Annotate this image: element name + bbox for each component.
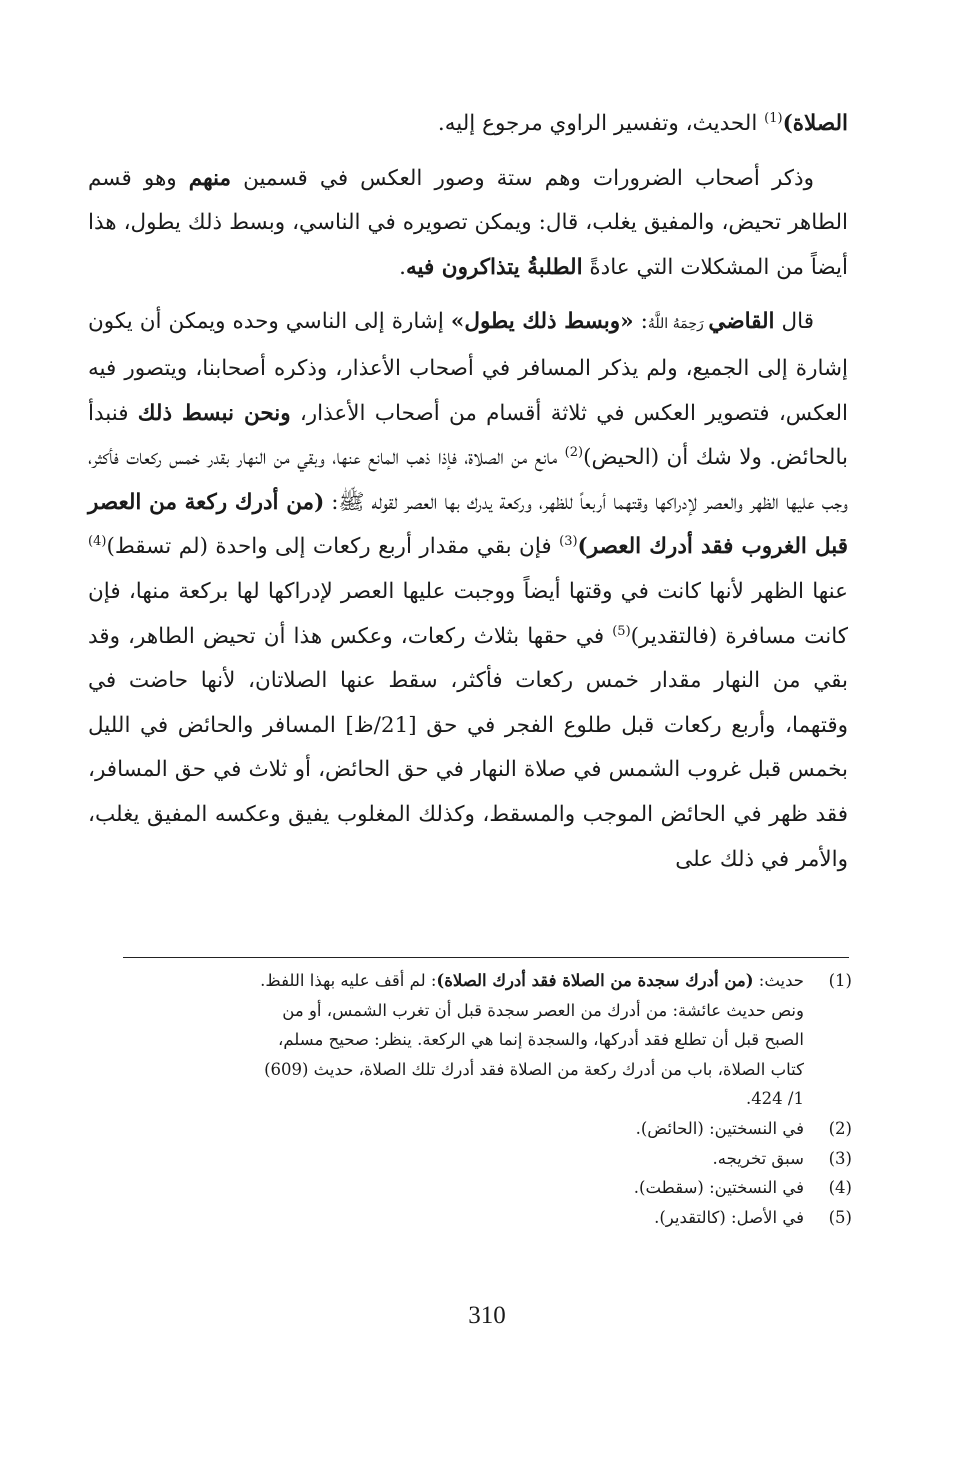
main-text <box>88 102 848 882</box>
bold-term: منهم <box>188 165 231 191</box>
paragraph-1 <box>88 102 848 147</box>
bold-term: الصلاة) <box>782 111 848 136</box>
footnote-5 <box>110 1203 852 1233</box>
footnote-hadith: (من أدرك سجدة من الصلاة فقد أدرك الصلاة) <box>436 971 754 990</box>
footnote-ref-3[interactable]: (3) <box>559 534 578 550</box>
honorific-glyph: رَحِمَهُ اللَّهُ <box>647 316 709 333</box>
footnote-line: الصبح قبل أن تطلع فقد أدركها، والسجدة إنما هي الركعة. ينظر: صحيح مسلم، <box>278 1030 804 1050</box>
paragraph-3 <box>88 300 848 882</box>
paragraph-text: المسافر والحائض في الليل بخمس قبل غروب الشمس في صلاة النهار في حق الحائض، أو ثلاث في حق المسافر، فقد ظهر في الحائض الموجب والمسقط، وكذلك المغلوب يفيق وعكسه المفيق يغلب، والأمر في ذلك على <box>88 712 848 872</box>
bold-term: ونحن نبسط ذلك <box>137 400 291 426</box>
footnote-2 <box>110 1114 852 1144</box>
footnote-text: في النسختين: (الحائض). <box>635 1118 804 1138</box>
footnote-ref-1[interactable]: (1) <box>764 110 783 126</box>
footnote-fragment: : لم أقف عليه بهذا اللفظ. <box>260 971 437 990</box>
paragraph-text: عنها الظهر لأنها كانت في وقتها أيضاً ووجبت عليها العصر لإدراكها لها بركعة منها، فإن كانت مسافرة (فالتقدير) <box>88 578 848 649</box>
page-number: 310 <box>468 1302 506 1329</box>
footnote-number: (2) <box>828 1118 852 1138</box>
footnote-number: (3) <box>828 1148 852 1168</box>
footnote-4 <box>110 1173 852 1203</box>
footnote-text: في النسختين: (سقطت). <box>633 1178 804 1198</box>
folio-marker: [21/ظ] <box>345 712 417 738</box>
bold-term: القاضي <box>708 309 775 335</box>
paragraph-text: الحديث، وتفسير الراوي مرجوع إليه. <box>437 111 765 136</box>
paragraph-text: فإن بقي مقدار أربع ركعات إلى واحدة (لم تسقط) <box>106 534 560 560</box>
footnote-ref-4[interactable]: (4) <box>88 534 107 550</box>
footnote-line <box>110 966 804 996</box>
footnote-ref-2[interactable]: (2) <box>564 445 584 460</box>
paragraph-text: مانع من الصلاة، فإذا ذهب المانع عنها، وبقي من النهار بقدر خمس ركعات فأكثر، وجب عليها الظهر والعصر لإدراكها وقتهما أربعاً للظهر، وركعة يدرك بها العصر لقوله ﷺ: <box>88 445 848 515</box>
paragraph-text: : <box>633 309 648 335</box>
footnote-fragment: حديث: <box>753 971 804 990</box>
footnotes <box>110 966 852 1232</box>
paragraph-text: . <box>399 254 406 280</box>
footnote-number: (4) <box>828 1178 852 1198</box>
footnote-text <box>110 966 804 1114</box>
footnote-divider <box>123 957 849 958</box>
paragraph-text: فنبدأ بالحائض. ولا شك أن (الحيض) <box>88 400 848 471</box>
footnote-ref-5[interactable]: (5) <box>612 623 631 639</box>
footnote-number: (1) <box>828 971 852 990</box>
footnote-text: سبق تخريجه. <box>712 1148 804 1168</box>
bold-quote: «وبسط ذلك يطول» <box>450 309 634 335</box>
paragraph-text: إشارة إلى الناسي وحده ويمكن أن يكون إشارة إلى الجميع، ولم يذكر المسافر في أصحاب الأعذار، وذكره أصحابنا، ويتصور فيه العكس، فتصوير العكس في ثلاثة أقسام من أصحاب الأعذار، <box>88 309 848 426</box>
footnote-1 <box>110 966 852 1114</box>
hadith-quote: (من أدرك ركعة من العصر قبل الغروب فقد أدرك العصر) <box>88 489 848 560</box>
footnote-3 <box>110 1144 852 1174</box>
footnote-line: كتاب الصلاة، باب من أدرك ركعة من الصلاة فقد أدرك تلك الصلاة، حديث (609) <box>264 1059 804 1079</box>
bold-term: الطلبةُ يتذاكرون فيه <box>406 254 583 280</box>
paragraph-text: قال <box>774 309 814 335</box>
paragraph-text: وهو قسم الطاهر تحيض، والمفيق يغلب، قال: ويمكن تصويره في الناسي، وبسط ذلك يطول، هذا أيضاً من المشكلات التي عادةً <box>88 165 848 280</box>
footnote-line: ونص حديث عائشة: من أدرك من العصر سجدة قبل أن تغرب الشمس، أو من <box>282 1000 804 1020</box>
footnote-line: 1/ 424. <box>745 1089 804 1109</box>
footnote-number: (5) <box>828 1207 852 1227</box>
footnote-text: في الأصل: (كالتقدير). <box>654 1207 804 1227</box>
paragraph-2 <box>88 157 848 291</box>
paragraph-text: وذكر أصحاب الضرورات وهم ستة وصور العكس في قسمين <box>231 165 815 191</box>
paragraph-text: في حقها بثلاث ركعات، وعكس هذا أن تحيض الطاهر، وقد بقي من النهار مقدار خمس ركعات فأكثر، سقط عنها الصلاتان، لأنها حاضت في وقتهما، وأربع ركعات قبل طلوع الفجر في حق <box>88 623 848 738</box>
